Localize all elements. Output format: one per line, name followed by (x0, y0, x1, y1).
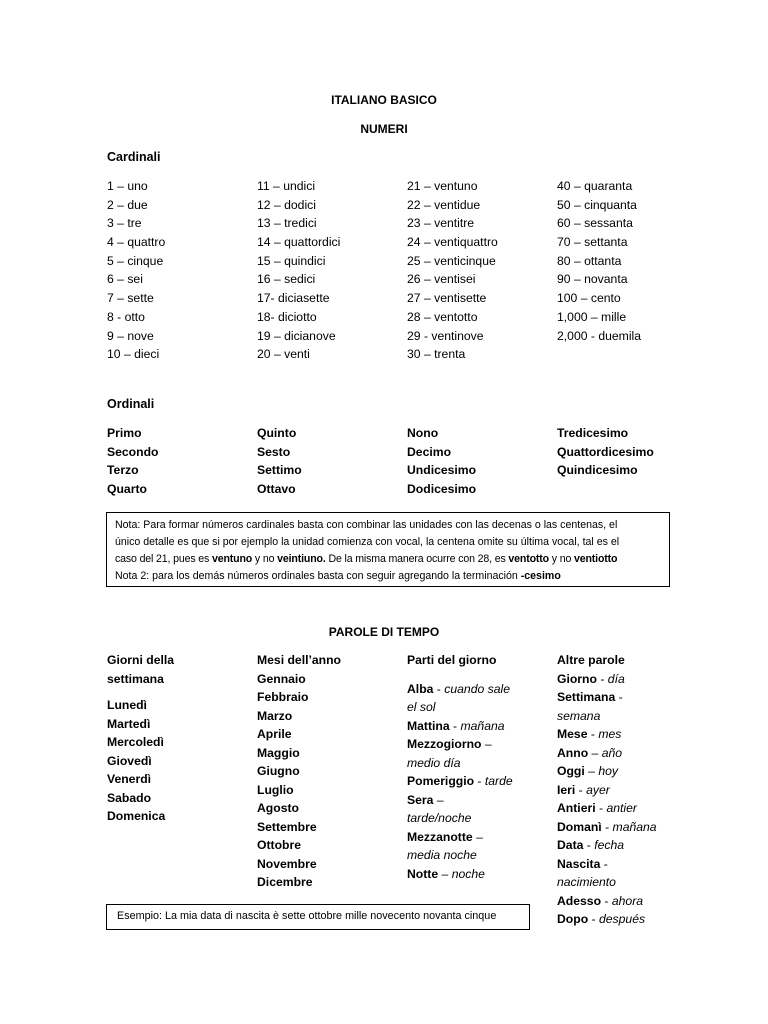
cardinal-number-entry: 30 – trenta (407, 347, 466, 362)
day-part-item: Mattina - mañana (407, 718, 505, 733)
ordinal-number-entry: Quarto (107, 482, 147, 497)
month-item: Luglio (257, 782, 294, 797)
time-word-item: Nascita - nacimiento (557, 856, 616, 889)
mesi-column (257, 651, 341, 892)
esempio-text: Esempio: La mia data di nascita è sette ottobre mille novecento novanta cinque (117, 910, 497, 922)
time-word-item: Data - fecha (557, 838, 625, 852)
day-part-item: Pomeriggio - tarde (407, 774, 513, 788)
cardinal-number-column (257, 177, 340, 364)
ordinal-number-entry: Sesto (257, 444, 291, 459)
cardinal-number-entry: 40 – quaranta (557, 179, 633, 193)
time-word-item: Oggi – hoy (557, 764, 618, 778)
cardinal-number-entry: 19 – dicianove (257, 328, 336, 343)
cardinal-number-entry: 2,000 - duemila (557, 328, 642, 343)
cardinal-number-entry: 21 – ventuno (407, 179, 478, 193)
ordinal-number-entry: Terzo (107, 463, 139, 478)
altre-column (557, 651, 697, 929)
cardinal-number-entry: 6 – sei (107, 272, 143, 287)
cardinal-number-column (107, 177, 165, 364)
cardinal-number-entry: 20 – venti (257, 347, 310, 362)
section-heading-tempo: PAROLE DI TEMPO (328, 625, 440, 639)
cardinal-number-column (407, 177, 498, 364)
month-item: Gennaio (257, 671, 306, 686)
day-part-item: Mezzanotte – media noche (407, 829, 483, 862)
time-word-item: Anno – año (557, 745, 623, 760)
giorni-heading-line1: Giorni della (107, 653, 175, 667)
giorni-heading-line2: settimana (107, 671, 164, 686)
cardinal-number-entry: 14 – quattordici (257, 235, 341, 250)
ordinal-number-column (257, 424, 302, 499)
cardinal-number-entry: 11 – undici (257, 179, 316, 193)
time-word-item: Domanì - mañana (557, 819, 657, 834)
cardinal-number-entry: 12 – dodici (257, 197, 316, 212)
cardinal-number-entry: 9 – nove (107, 328, 154, 343)
weekday-item: Venerdì (107, 772, 152, 786)
month-item: Dicembre (257, 875, 313, 889)
month-item: Novembre (257, 856, 317, 871)
cardinal-number-entry: 25 – venticinque (407, 253, 496, 268)
cardinal-number-entry: 13 – tredici (257, 216, 317, 231)
cardinal-number-entry: 1,000 – mille (557, 309, 627, 324)
cardinal-number-entry: 15 – quindici (257, 253, 326, 268)
parti-column (407, 651, 547, 883)
ordinal-number-entry: Tredicesimo (557, 426, 629, 440)
ordinal-number-entry: Ottavo (257, 482, 296, 497)
day-part-item: Sera – tarde/noche (407, 792, 472, 825)
day-part-item: Notte – noche (407, 866, 485, 881)
time-word-item: Giorno - día (557, 671, 625, 686)
month-item: Agosto (257, 801, 299, 815)
ordinal-number-entry: Decimo (407, 444, 452, 459)
time-word-item: Dopo - después (557, 912, 646, 926)
ordinal-number-entry: Secondo (107, 444, 159, 459)
cardinal-number-entry: 1 – uno (107, 179, 148, 193)
cardinal-number-entry: 23 – ventitre (407, 216, 475, 231)
time-word-item: Settimana - semana (557, 690, 623, 723)
note-line-3: caso del 21, pues es ventuno y no veintiuno. De la misma manera ocurre con 28, es ventotto y no ventiotto (115, 553, 618, 565)
cardinal-number-entry: 3 – tre (107, 216, 142, 231)
note-line-1: Nota: Para formar números cardinales basta con combinar las unidades con las decenas o las centenas, el (115, 519, 618, 531)
cardinal-number-entry: 50 – cinquanta (557, 197, 637, 212)
ordinal-number-entry: Primo (107, 426, 142, 440)
cardinali-label: Cardinali (107, 150, 161, 164)
ordinal-number-entry: Quindicesimo (557, 463, 638, 478)
esempio-box (106, 904, 530, 930)
ordinali-label: Ordinali (107, 397, 155, 411)
cardinal-number-entry: 8 - otto (107, 309, 145, 324)
cardinal-number-entry: 22 – ventidue (407, 197, 481, 212)
time-word-item: Mese - mes (557, 727, 622, 741)
cardinal-number-entry: 16 – sedici (257, 272, 316, 287)
ordinal-number-column (107, 424, 158, 499)
time-word-item: Ieri - ayer (557, 782, 610, 797)
note-box (106, 512, 670, 587)
cardinal-number-entry: 100 – cento (557, 291, 621, 306)
cardinal-number-entry: 60 – sessanta (557, 216, 633, 231)
note-line-4: Nota 2: para los demás números ordinales basta con seguir agregando la terminación -cesimo (115, 570, 561, 582)
day-part-item: Alba - cuando sale el sol (407, 681, 510, 714)
day-part-item: Mezzogiorno – medio día (407, 737, 492, 770)
ordinal-number-entry: Settimo (257, 463, 302, 478)
cardinal-number-entry: 17- diciasette (257, 291, 330, 306)
month-item: Ottobre (257, 838, 302, 852)
cardinal-number-entry: 70 – settanta (557, 235, 628, 250)
month-item: Giugno (257, 764, 300, 778)
month-item: Settembre (257, 819, 317, 834)
ordinal-number-entry: Nono (407, 426, 439, 440)
page-title: ITALIANO BASICO (331, 93, 437, 107)
altre-heading: Altre parole (557, 653, 625, 667)
month-item: Marzo (257, 708, 293, 723)
cardinal-number-entry: 29 - ventinove (407, 328, 484, 343)
cardinal-number-entry: 2 – due (107, 197, 148, 212)
weekday-item: Giovedì (107, 753, 152, 768)
cardinal-number-entry: 10 – dieci (107, 347, 160, 362)
weekday-item: Domenica (107, 809, 166, 823)
ordinal-number-column (557, 424, 654, 480)
section-heading-numeri: NUMERI (360, 122, 408, 136)
time-word-item: Antieri - antier (557, 801, 637, 815)
month-item: Aprile (257, 727, 292, 741)
note-line-2: único detalle es que si por ejemplo la unidad comienza con vocal, la centena omite su última vocal, tal es el (115, 536, 620, 548)
cardinal-number-entry: 80 – ottanta (557, 253, 622, 268)
weekday-item: Sabado (107, 790, 152, 805)
time-word-item: Adesso - ahora (557, 893, 644, 908)
ordinal-number-entry: Undicesimo (407, 463, 477, 478)
ordinal-number-entry: Quattordicesimo (557, 444, 654, 459)
giorni-column (107, 651, 174, 826)
cardinal-number-entry: 7 – sette (107, 291, 154, 306)
month-item: Febbraio (257, 690, 309, 704)
cardinal-number-entry: 4 – quattro (107, 235, 166, 250)
parti-heading: Parti del giorno (407, 653, 497, 667)
cardinal-number-entry: 5 – cinque (107, 253, 164, 268)
weekday-item: Martedì (107, 716, 151, 731)
mesi-heading: Mesi dell’anno (257, 653, 341, 667)
cardinal-number-entry: 26 – ventisei (407, 272, 476, 287)
ordinal-number-entry: Dodicesimo (407, 482, 477, 497)
weekday-item: Lunedì (107, 698, 147, 712)
weekday-item: Mercoledì (107, 735, 164, 749)
month-item: Maggio (257, 745, 300, 760)
cardinal-number-entry: 18- diciotto (257, 309, 317, 324)
ordinal-number-column (407, 424, 476, 499)
ordinal-number-entry: Quinto (257, 426, 297, 440)
cardinal-number-entry: 28 – ventotto (407, 309, 478, 324)
cardinal-number-entry: 90 – novanta (557, 272, 628, 287)
cardinal-number-entry: 24 – ventiquattro (407, 235, 498, 250)
cardinal-number-entry: 27 – ventisette (407, 291, 487, 306)
cardinal-number-column (557, 177, 641, 345)
